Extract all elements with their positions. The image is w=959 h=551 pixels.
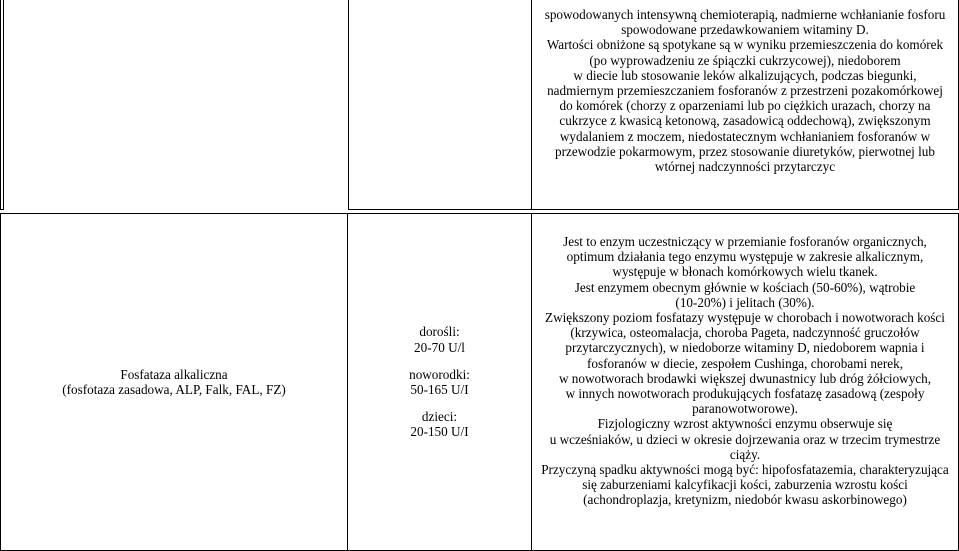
text-line: do komórek (chorzy z oparzeniami lub po ciężkich urazach, chorzy na [559, 98, 931, 114]
text-line: Jest enzymem obecnym głównie w kościach (50-60%), wątrobie [574, 279, 916, 295]
table-cell-reference-ranges [348, 213, 532, 551]
text-line: cukrzyce z kwasicą ketonową, zasadowicą oddechową), zwiększonym [559, 113, 931, 129]
text-line: Wartości obniżone są spotykane są w wyniku przemieszczenia do komórek [546, 37, 944, 53]
newborns-value: 50-165 U/I [410, 382, 469, 397]
adults-value: 20-70 U/l [414, 339, 465, 355]
text-line: Fizjologiczny wzrost aktywności enzymu obserwuje się [597, 416, 893, 432]
text-line: paranowotworowe). [692, 401, 798, 417]
text-line: występuje w błonach komórkowych wielu tkanek. [612, 264, 878, 280]
text-line: Zwiększony poziom fosfatazy występuje w chorobach i nowotworach kości [545, 310, 945, 326]
top-description-text [532, 7, 958, 174]
table-cell-top-description [532, 0, 959, 210]
test-name: Fosfataza alkaliczna [120, 366, 228, 382]
text-line: przytarczycznych), w niedoborze witaminy D, niedoborem wapnia i [565, 340, 925, 356]
text-line: (krzywica, osteomalacja, choroba Pageta, nadczynność gruczołów [570, 325, 920, 341]
text-line: u wcześniaków, u dzieci w okresie dojrzewania oraz w trzecim trymestrze [549, 431, 941, 447]
text-line: (10-20%) i jelitach (30%). [675, 294, 815, 310]
text-line: w innych nowotworach produkujących fosfatazę zasadową (zespoły [565, 386, 925, 402]
test-aliases: (fosfotaza zasadowa, ALP, Falk, FAL, FZ) [62, 382, 286, 397]
text-line: wydalaniem z moczem, niedostatecznym wchłanianiem fosforanów w [559, 128, 931, 144]
text-line: fosforanów w diecie, zespołem Cushinga, chorobami nerek, [586, 355, 904, 371]
text-line: (po wyprowadzeniu ze śpiączki cukrzycowej), niedoborem [589, 52, 901, 68]
newborns-label: noworodki: [409, 366, 470, 382]
text-line: spowodowanych intensywną chemioterapią, nadmierne wchłanianie fosforu [544, 7, 946, 22]
text-line: Jest to enzym uczestniczący w przemianie fosforanów organicznych, [563, 234, 927, 249]
adults-label: dorośli: [419, 324, 460, 340]
table-cell-top-left [0, 0, 4, 210]
text-line: wtórnej nadczynności przytarczyc [654, 159, 836, 175]
table-cell-top-ranges [348, 0, 532, 210]
table-cell-test-name [0, 213, 348, 551]
text-line: ciąży. [729, 446, 761, 462]
children-value: 20-150 U/I [410, 424, 469, 440]
table-cell-bottom-description [532, 213, 959, 551]
text-line: w nowotworach brodawki większej dwunastnicy lub dróg żółciowych, [558, 370, 932, 386]
text-line: (achondroplazja, kretynizm, niedobór kwasu askorbinowego) [583, 492, 907, 508]
text-line: przewodzie pokarmowym, przez stosowanie diuretyków, pierwotnej lub [554, 143, 935, 159]
bottom-description-text [532, 234, 958, 508]
text-line: Przyczyną spadku aktywności mogą być: hipofosfatazemia, charakteryzująca [541, 462, 949, 478]
text-line: nadmiernym przemieszczaniem fosforanów z przestrzeni pozakomórkowej [547, 83, 943, 99]
children-label: dzieci: [421, 409, 458, 425]
text-line: w diecie lub stosowanie leków alkalizujących, podczas biegunki, [573, 67, 917, 83]
text-line: spowodowane przedawkowaniem witaminy D. [621, 22, 869, 38]
text-line: optimum działania tego enzymu występuje w zakresie alkalicznym, [566, 249, 924, 265]
text-line: się zaburzeniami kalcyfikacji kości, zaburzenia wzrostu kości [582, 477, 908, 493]
